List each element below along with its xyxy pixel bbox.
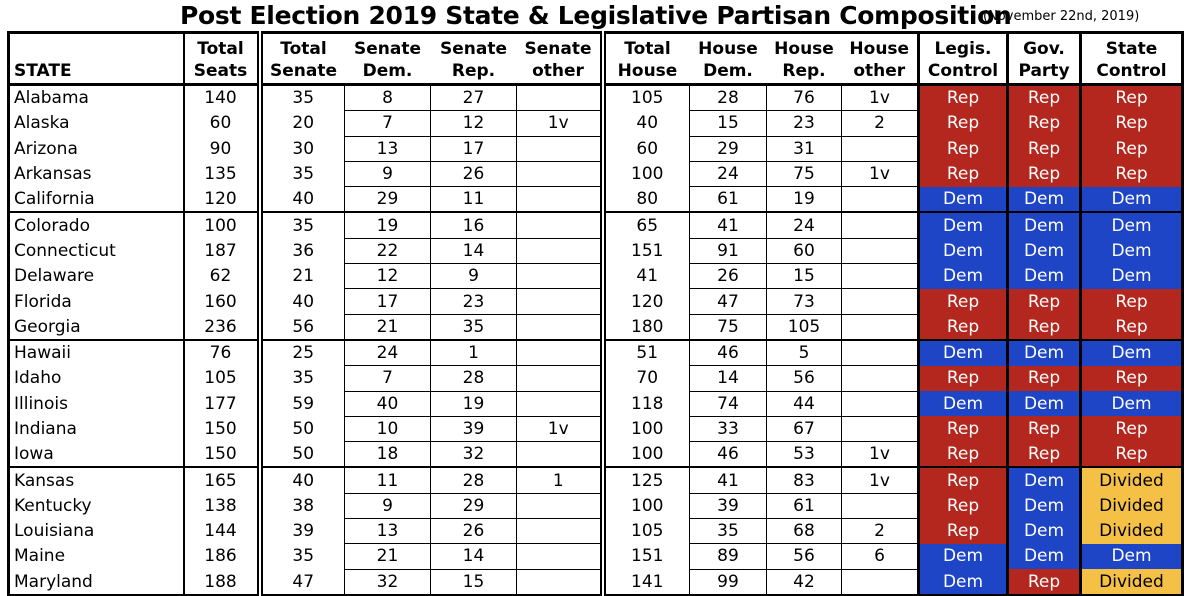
cell-legis-control: Rep: [919, 442, 1008, 468]
cell-house-dem: 39: [690, 493, 767, 518]
cell-senate-dem: 7: [345, 366, 431, 391]
cell-total-seats: 188: [184, 569, 260, 595]
cell-total-senate: 25: [260, 340, 345, 366]
cell-house-dem: 24: [690, 161, 767, 186]
cell-senate-other: [517, 493, 603, 518]
cell-gov-party: Dem: [1008, 391, 1081, 416]
col-header-total-house: Total House: [603, 33, 690, 85]
cell-state-control: Dem: [1081, 340, 1183, 366]
cell-house-other: [842, 391, 919, 416]
cell-house-dem: 91: [690, 238, 767, 263]
cell-house-rep: 61: [767, 493, 842, 518]
cell-senate-other: 1: [517, 467, 603, 493]
cell-state-control: Divided: [1081, 519, 1183, 544]
cell-total-house: 41: [603, 264, 690, 289]
cell-total-house: 40: [603, 111, 690, 136]
cell-gov-party: Rep: [1008, 161, 1081, 186]
table-row: [9, 187, 1183, 213]
cell-total-senate: 30: [260, 136, 345, 161]
cell-house-other: [842, 187, 919, 213]
cell-state-control: Dem: [1081, 187, 1183, 213]
page-title: Post Election 2019 State & Legislative Partisan Composition: [180, 1, 1012, 30]
cell-total-seats: 160: [184, 289, 260, 314]
cell-senate-rep: 14: [431, 238, 517, 263]
cell-gov-party: Dem: [1008, 238, 1081, 263]
cell-house-other: 2: [842, 519, 919, 544]
cell-state: Georgia: [9, 314, 184, 340]
cell-total-senate: 35: [260, 366, 345, 391]
cell-legis-control: Dem: [919, 264, 1008, 289]
cell-house-rep: 15: [767, 264, 842, 289]
cell-gov-party: Dem: [1008, 187, 1081, 213]
cell-legis-control: Dem: [919, 569, 1008, 595]
col-header-legis-control: Legis. Control: [919, 33, 1008, 85]
cell-total-seats: 140: [184, 85, 260, 111]
cell-house-dem: 47: [690, 289, 767, 314]
cell-senate-dem: 29: [345, 187, 431, 213]
cell-house-rep: 56: [767, 544, 842, 569]
cell-house-dem: 14: [690, 366, 767, 391]
cell-legis-control: Rep: [919, 467, 1008, 493]
cell-state-control: Rep: [1081, 314, 1183, 340]
cell-senate-rep: 19: [431, 391, 517, 416]
cell-house-other: [842, 212, 919, 238]
cell-legis-control: Dem: [919, 187, 1008, 213]
cell-total-house: 100: [603, 442, 690, 468]
cell-total-seats: 120: [184, 187, 260, 213]
cell-legis-control: Rep: [919, 289, 1008, 314]
cell-senate-dem: 13: [345, 136, 431, 161]
cell-state-control: Rep: [1081, 136, 1183, 161]
col-header-state-control: State Control: [1081, 33, 1183, 85]
cell-total-senate: 35: [260, 544, 345, 569]
cell-state: Kansas: [9, 467, 184, 493]
table-row: [9, 264, 1183, 289]
cell-total-seats: 150: [184, 442, 260, 468]
cell-senate-rep: 32: [431, 442, 517, 468]
cell-gov-party: Dem: [1008, 493, 1081, 518]
col-header-house-dem: House Dem.: [690, 33, 767, 85]
cell-house-dem: 46: [690, 442, 767, 468]
cell-total-senate: 20: [260, 111, 345, 136]
cell-senate-dem: 18: [345, 442, 431, 468]
cell-state: Illinois: [9, 391, 184, 416]
cell-house-other: 1v: [842, 467, 919, 493]
cell-house-rep: 60: [767, 238, 842, 263]
cell-senate-rep: 26: [431, 161, 517, 186]
cell-state-control: Rep: [1081, 366, 1183, 391]
cell-house-rep: 44: [767, 391, 842, 416]
cell-senate-rep: 29: [431, 493, 517, 518]
cell-total-senate: 35: [260, 212, 345, 238]
cell-total-house: 120: [603, 289, 690, 314]
cell-total-house: 118: [603, 391, 690, 416]
cell-total-house: 100: [603, 493, 690, 518]
cell-senate-dem: 7: [345, 111, 431, 136]
cell-gov-party: Rep: [1008, 136, 1081, 161]
cell-total-senate: 38: [260, 493, 345, 518]
cell-state-control: Divided: [1081, 493, 1183, 518]
cell-total-house: 60: [603, 136, 690, 161]
cell-house-rep: 76: [767, 85, 842, 111]
cell-senate-other: [517, 187, 603, 213]
cell-state: Colorado: [9, 212, 184, 238]
cell-legis-control: Dem: [919, 544, 1008, 569]
cell-house-dem: 75: [690, 314, 767, 340]
cell-state-control: Rep: [1081, 161, 1183, 186]
cell-state: California: [9, 187, 184, 213]
cell-total-house: 125: [603, 467, 690, 493]
cell-house-rep: 56: [767, 366, 842, 391]
cell-legis-control: Rep: [919, 519, 1008, 544]
cell-total-house: 65: [603, 212, 690, 238]
cell-state-control: Dem: [1081, 212, 1183, 238]
cell-total-seats: 135: [184, 161, 260, 186]
cell-senate-rep: 39: [431, 416, 517, 441]
cell-state-control: Rep: [1081, 289, 1183, 314]
cell-state: Hawaii: [9, 340, 184, 366]
cell-house-other: 1v: [842, 442, 919, 468]
cell-house-other: [842, 136, 919, 161]
cell-total-senate: 47: [260, 569, 345, 595]
cell-state-control: Rep: [1081, 442, 1183, 468]
cell-senate-rep: 27: [431, 85, 517, 111]
table-row: [9, 493, 1183, 518]
cell-house-rep: 53: [767, 442, 842, 468]
cell-total-house: 151: [603, 544, 690, 569]
cell-gov-party: Rep: [1008, 85, 1081, 111]
cell-state: Connecticut: [9, 238, 184, 263]
cell-legis-control: Rep: [919, 85, 1008, 111]
cell-total-seats: 100: [184, 212, 260, 238]
cell-state: Delaware: [9, 264, 184, 289]
table-row: [9, 111, 1183, 136]
cell-state: Louisiana: [9, 519, 184, 544]
col-header-senate-dem: Senate Dem.: [345, 33, 431, 85]
cell-state-control: Rep: [1081, 85, 1183, 111]
table-row: [9, 391, 1183, 416]
cell-senate-dem: 12: [345, 264, 431, 289]
cell-house-other: 1v: [842, 85, 919, 111]
cell-senate-other: [517, 519, 603, 544]
cell-legis-control: Rep: [919, 493, 1008, 518]
cell-senate-dem: 24: [345, 340, 431, 366]
cell-house-dem: 26: [690, 264, 767, 289]
cell-legis-control: Rep: [919, 161, 1008, 186]
col-header-senate-other: Senate other: [517, 33, 603, 85]
cell-senate-other: 1v: [517, 111, 603, 136]
cell-state-control: Divided: [1081, 569, 1183, 595]
cell-house-dem: 61: [690, 187, 767, 213]
cell-total-house: 70: [603, 366, 690, 391]
cell-state-control: Dem: [1081, 238, 1183, 263]
cell-senate-dem: 11: [345, 467, 431, 493]
cell-house-other: [842, 340, 919, 366]
cell-house-other: [842, 264, 919, 289]
cell-legis-control: Rep: [919, 136, 1008, 161]
col-header-state: STATE: [9, 33, 184, 85]
cell-senate-rep: 9: [431, 264, 517, 289]
cell-senate-dem: 32: [345, 569, 431, 595]
col-header-house-rep: House Rep.: [767, 33, 842, 85]
cell-house-other: 1v: [842, 161, 919, 186]
table-row: [9, 85, 1183, 111]
cell-total-seats: 165: [184, 467, 260, 493]
cell-total-senate: 40: [260, 289, 345, 314]
cell-senate-other: [517, 289, 603, 314]
cell-legis-control: Dem: [919, 391, 1008, 416]
table-row: [9, 442, 1183, 468]
cell-total-senate: 40: [260, 187, 345, 213]
cell-senate-other: [517, 314, 603, 340]
cell-legis-control: Dem: [919, 238, 1008, 263]
cell-senate-dem: 8: [345, 85, 431, 111]
cell-gov-party: Rep: [1008, 314, 1081, 340]
cell-gov-party: Rep: [1008, 442, 1081, 468]
cell-state: Alaska: [9, 111, 184, 136]
cell-state: Indiana: [9, 416, 184, 441]
cell-senate-other: [517, 391, 603, 416]
cell-house-other: [842, 289, 919, 314]
cell-senate-rep: 16: [431, 212, 517, 238]
date-note: (November 22nd, 2019): [983, 9, 1140, 24]
table-row: [9, 212, 1183, 238]
cell-total-senate: 59: [260, 391, 345, 416]
cell-total-house: 51: [603, 340, 690, 366]
cell-senate-other: [517, 212, 603, 238]
cell-total-seats: 62: [184, 264, 260, 289]
cell-total-seats: 90: [184, 136, 260, 161]
cell-house-rep: 31: [767, 136, 842, 161]
cell-house-rep: 68: [767, 519, 842, 544]
cell-state-control: Dem: [1081, 264, 1183, 289]
cell-senate-other: [517, 136, 603, 161]
cell-senate-other: [517, 85, 603, 111]
cell-house-other: 6: [842, 544, 919, 569]
table-row: [9, 136, 1183, 161]
table-row: [9, 366, 1183, 391]
cell-total-seats: 186: [184, 544, 260, 569]
cell-house-dem: 89: [690, 544, 767, 569]
cell-house-rep: 42: [767, 569, 842, 595]
cell-state-control: Dem: [1081, 391, 1183, 416]
cell-legis-control: Rep: [919, 314, 1008, 340]
cell-senate-rep: 28: [431, 366, 517, 391]
cell-house-other: [842, 493, 919, 518]
cell-total-house: 180: [603, 314, 690, 340]
cell-total-senate: 50: [260, 416, 345, 441]
cell-house-rep: 5: [767, 340, 842, 366]
table-row: [9, 467, 1183, 493]
cell-gov-party: Rep: [1008, 569, 1081, 595]
cell-house-dem: 99: [690, 569, 767, 595]
cell-state: Idaho: [9, 366, 184, 391]
cell-house-dem: 33: [690, 416, 767, 441]
cell-total-seats: 150: [184, 416, 260, 441]
cell-legis-control: Rep: [919, 111, 1008, 136]
cell-state-control: Dem: [1081, 544, 1183, 569]
cell-house-other: 2: [842, 111, 919, 136]
cell-senate-dem: 22: [345, 238, 431, 263]
cell-state: Maryland: [9, 569, 184, 595]
cell-senate-rep: 17: [431, 136, 517, 161]
cell-senate-dem: 9: [345, 161, 431, 186]
cell-house-dem: 41: [690, 467, 767, 493]
cell-state: Kentucky: [9, 493, 184, 518]
cell-state: Florida: [9, 289, 184, 314]
cell-gov-party: Dem: [1008, 467, 1081, 493]
cell-total-seats: 236: [184, 314, 260, 340]
cell-gov-party: Rep: [1008, 111, 1081, 136]
cell-total-senate: 21: [260, 264, 345, 289]
cell-senate-dem: 40: [345, 391, 431, 416]
cell-house-rep: 67: [767, 416, 842, 441]
cell-house-dem: 29: [690, 136, 767, 161]
col-header-total-seats: Total Seats: [184, 33, 260, 85]
cell-total-seats: 144: [184, 519, 260, 544]
cell-state: Maine: [9, 544, 184, 569]
cell-total-seats: 138: [184, 493, 260, 518]
cell-senate-rep: 11: [431, 187, 517, 213]
cell-legis-control: Dem: [919, 212, 1008, 238]
cell-house-rep: 105: [767, 314, 842, 340]
cell-total-senate: 56: [260, 314, 345, 340]
col-header-house-other: House other: [842, 33, 919, 85]
col-header-total-senate: Total Senate: [260, 33, 345, 85]
cell-state: Arkansas: [9, 161, 184, 186]
table-body: [9, 85, 1183, 595]
cell-gov-party: Dem: [1008, 340, 1081, 366]
cell-total-senate: 39: [260, 519, 345, 544]
cell-state-control: Divided: [1081, 467, 1183, 493]
cell-senate-rep: 14: [431, 544, 517, 569]
cell-house-rep: 83: [767, 467, 842, 493]
cell-total-senate: 35: [260, 85, 345, 111]
cell-legis-control: Dem: [919, 340, 1008, 366]
cell-senate-other: [517, 264, 603, 289]
cell-state: Iowa: [9, 442, 184, 468]
cell-total-house: 100: [603, 416, 690, 441]
cell-house-other: [842, 314, 919, 340]
cell-house-dem: 15: [690, 111, 767, 136]
cell-senate-other: 1v: [517, 416, 603, 441]
header-row: [9, 33, 1183, 85]
cell-total-seats: 105: [184, 366, 260, 391]
col-header-senate-rep: Senate Rep.: [431, 33, 517, 85]
cell-total-house: 105: [603, 85, 690, 111]
cell-total-senate: 36: [260, 238, 345, 263]
composition-table: [7, 31, 1184, 596]
cell-gov-party: Rep: [1008, 366, 1081, 391]
table-row: [9, 238, 1183, 263]
cell-senate-rep: 35: [431, 314, 517, 340]
cell-senate-rep: 12: [431, 111, 517, 136]
cell-state: Alabama: [9, 85, 184, 111]
cell-house-dem: 28: [690, 85, 767, 111]
cell-house-dem: 46: [690, 340, 767, 366]
cell-total-house: 80: [603, 187, 690, 213]
cell-senate-rep: 1: [431, 340, 517, 366]
table-row: [9, 289, 1183, 314]
cell-senate-other: [517, 366, 603, 391]
cell-gov-party: Rep: [1008, 289, 1081, 314]
cell-total-senate: 50: [260, 442, 345, 468]
cell-senate-dem: 17: [345, 289, 431, 314]
cell-house-other: [842, 238, 919, 263]
cell-house-rep: 23: [767, 111, 842, 136]
cell-senate-other: [517, 340, 603, 366]
table-row: [9, 416, 1183, 441]
cell-gov-party: Rep: [1008, 416, 1081, 441]
table-row: [9, 544, 1183, 569]
cell-total-seats: 187: [184, 238, 260, 263]
cell-senate-rep: 28: [431, 467, 517, 493]
cell-senate-other: [517, 442, 603, 468]
cell-gov-party: Dem: [1008, 544, 1081, 569]
cell-total-house: 100: [603, 161, 690, 186]
table-row: [9, 314, 1183, 340]
table-row: [9, 519, 1183, 544]
cell-total-seats: 76: [184, 340, 260, 366]
cell-senate-dem: 21: [345, 544, 431, 569]
cell-total-house: 105: [603, 519, 690, 544]
cell-legis-control: Rep: [919, 366, 1008, 391]
cell-senate-dem: 19: [345, 212, 431, 238]
col-header-gov-party: Gov. Party: [1008, 33, 1081, 85]
cell-house-rep: 24: [767, 212, 842, 238]
table-row: [9, 161, 1183, 186]
cell-house-dem: 35: [690, 519, 767, 544]
cell-total-senate: 35: [260, 161, 345, 186]
cell-house-other: [842, 366, 919, 391]
cell-total-house: 141: [603, 569, 690, 595]
cell-house-dem: 74: [690, 391, 767, 416]
table-row: [9, 569, 1183, 595]
cell-house-dem: 41: [690, 212, 767, 238]
cell-senate-other: [517, 161, 603, 186]
cell-state: Arizona: [9, 136, 184, 161]
cell-senate-other: [517, 238, 603, 263]
cell-house-rep: 19: [767, 187, 842, 213]
cell-senate-dem: 9: [345, 493, 431, 518]
cell-state-control: Rep: [1081, 416, 1183, 441]
cell-senate-rep: 15: [431, 569, 517, 595]
cell-gov-party: Dem: [1008, 519, 1081, 544]
table-row: [9, 340, 1183, 366]
cell-state-control: Rep: [1081, 111, 1183, 136]
cell-total-seats: 60: [184, 111, 260, 136]
cell-senate-dem: 21: [345, 314, 431, 340]
cell-senate-other: [517, 544, 603, 569]
cell-total-seats: 177: [184, 391, 260, 416]
cell-gov-party: Dem: [1008, 212, 1081, 238]
cell-total-senate: 40: [260, 467, 345, 493]
cell-legis-control: Rep: [919, 416, 1008, 441]
cell-house-rep: 73: [767, 289, 842, 314]
cell-senate-rep: 23: [431, 289, 517, 314]
cell-house-rep: 75: [767, 161, 842, 186]
cell-senate-rep: 26: [431, 519, 517, 544]
cell-senate-other: [517, 569, 603, 595]
cell-senate-dem: 13: [345, 519, 431, 544]
cell-total-house: 151: [603, 238, 690, 263]
cell-senate-dem: 10: [345, 416, 431, 441]
cell-house-other: [842, 569, 919, 595]
cell-house-other: [842, 416, 919, 441]
cell-gov-party: Dem: [1008, 264, 1081, 289]
